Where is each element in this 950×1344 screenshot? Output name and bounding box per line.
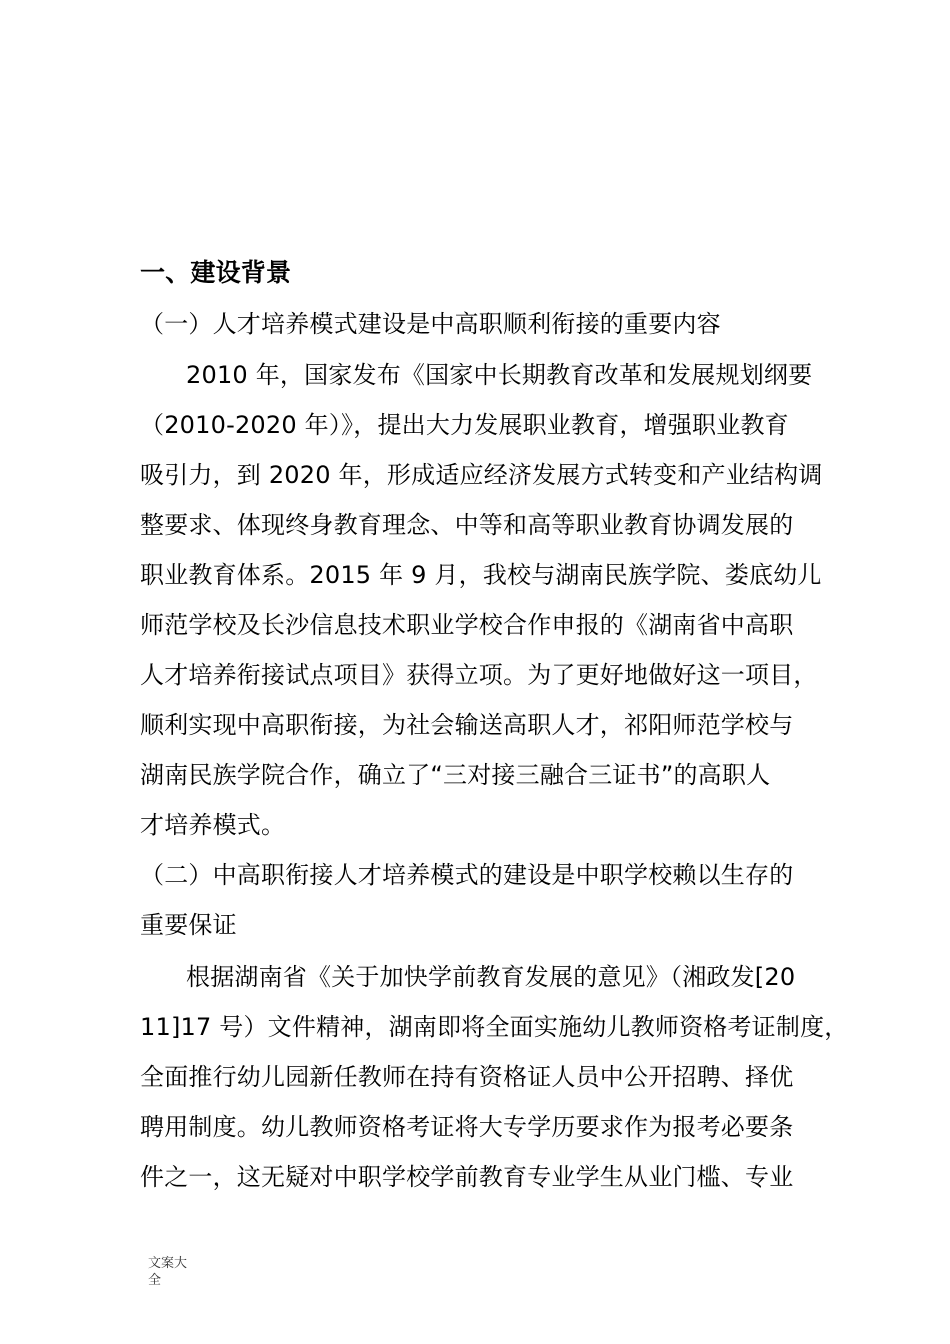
paragraph-2-line: 件之一，这无疑对中职学校学前教育专业学生从业门槛、专业 [140, 1163, 794, 1191]
paragraph-1-line: 职业教育体系。2015 年 9 月，我校与湖南民族学院、娄底幼儿 [140, 561, 822, 589]
paragraph-1-line: （2010-2020 年）》，提出大力发展职业教育，增强职业教育 [140, 411, 789, 439]
paragraph-1-line: 湖南民族学院合作，确立了“三对接三融合三证书”的高职人 [140, 761, 771, 789]
paragraph-1-line: 2010 年，国家发布《国家中长期教育改革和发展规划纲要 [186, 361, 813, 389]
page-footer: 文案大全 [148, 1256, 188, 1288]
paragraph-1-line: 吸引力，到 2020 年，形成适应经济发展方式转变和产业结构调 [140, 461, 823, 489]
paragraph-2-line: 聘用制度。幼儿教师资格考证将大专学历要求作为报考必要条 [140, 1113, 794, 1141]
paragraph-2-line: 11]17 号）文件精神，湖南即将全面实施幼儿教师资格考证制度， [140, 1013, 849, 1041]
subheading-2-line: （二）中高职衔接人才培养模式的建设是中职学校赖以生存的 [140, 861, 794, 889]
paragraph-1-line: 人才培养衔接试点项目》获得立项。为了更好地做好这一项目， [140, 661, 818, 689]
paragraph-2-line: 全面推行幼儿园新任教师在持有资格证人员中公开招聘、择优 [140, 1063, 794, 1091]
paragraph-1-line: 顺利实现中高职衔接，为社会输送高职人才，祁阳师范学校与 [140, 711, 794, 739]
section-heading: 一、建设背景 [140, 258, 292, 287]
subheading-2-line: 重要保证 [140, 911, 237, 939]
paragraph-1-line: 整要求、体现终身教育理念、中等和高等职业教育协调发展的 [140, 511, 794, 539]
paragraph-2-line: 根据湖南省《关于加快学前教育发展的意见》（湘政发[20 [186, 963, 796, 991]
subheading-1: （一）人才培养模式建设是中高职顺利衔接的重要内容 [140, 310, 721, 338]
paragraph-1-line: 师范学校及长沙信息技术职业学校合作申报的《湖南省中高职 [140, 611, 794, 639]
paragraph-1-line: 才培养模式。 [140, 811, 286, 839]
